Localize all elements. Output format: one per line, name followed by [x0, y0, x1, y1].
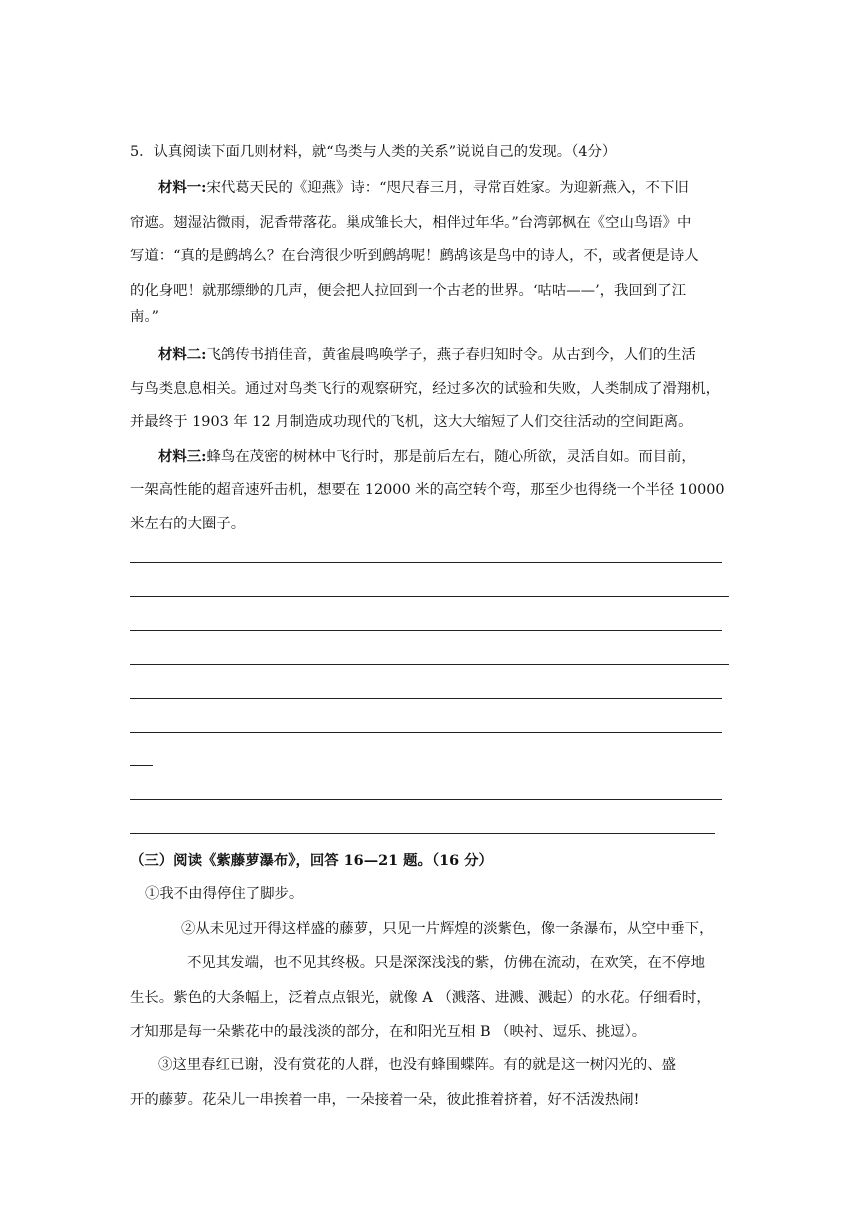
- paragraph-3-line-1: ③这里春红已谢，没有赏花的人群，也没有蜂围蝶阵。有的就是这一树闪光的、盛: [158, 1057, 677, 1073]
- material-1-line-5: 南。”: [130, 309, 159, 325]
- answer-line[interactable]: [130, 799, 722, 800]
- material-1-line-3: 写道：“真的是鹧鸪么？在台湾很少听到鹧鸪呢！鹧鸪该是鸟中的诗人，不，或者便是诗人: [130, 248, 699, 264]
- answer-line[interactable]: [130, 833, 715, 834]
- material-3-text: 蜂鸟在茂密的树林中飞行时，那是前后左右，随心所欲，灵活自如。而目前，: [206, 449, 696, 465]
- material-1-line-1: [158, 178, 689, 198]
- material-2-line-2: 与鸟类息息相关。通过对鸟类飞行的观察研究，经过多次的试验和失败，人类制成了滑翔机，: [130, 381, 721, 397]
- material-3-line-1: [158, 447, 696, 467]
- paragraph-2-line-2: 不见其发端，也不见其终极。只是深深浅浅的紫，仿佛在流动，在欢笑，在不停地: [187, 955, 706, 971]
- material-1-text: 宋代葛天民的《迎燕》诗：“咫尺春三月，寻常百姓家。为迎新燕入，不下旧: [206, 180, 689, 196]
- question-5-prompt: 5．认真阅读下面几则材料，就“鸟类与人类的关系”说说自己的发现。（4分）: [130, 144, 617, 160]
- material-2-line-3: 并最终于 1903 年 12 月制造成功现代的飞机，这大大缩短了人们交往活动的空间距离。: [130, 414, 693, 430]
- material-2-line-1: [158, 345, 696, 365]
- answer-line[interactable]: [130, 562, 722, 563]
- section-3-heading: （三）阅读《紫藤萝瀑布》，回答 16—21 题。（16 分）: [130, 852, 493, 869]
- answer-line[interactable]: [130, 664, 729, 665]
- answer-line-short[interactable]: [130, 765, 153, 766]
- material-1-line-2: 帘遮。翅湿沾微雨，泥香带落花。巢成雏长大，相伴过年华。”台湾郭枫在《空山鸟语》中: [130, 215, 692, 231]
- answer-line[interactable]: [130, 698, 722, 699]
- material-3-label: 材料三:: [158, 448, 207, 465]
- material-2-label: 材料二:: [158, 346, 207, 363]
- paragraph-2-line-4: 才知那是每一朵紫花中的最浅淡的部分，在和阳光互相 B （映衬、逗乐、挑逗）。: [130, 1024, 647, 1040]
- material-1-label: 材料一:: [158, 179, 207, 196]
- material-3-line-3: 米左右的大圈子。: [130, 516, 246, 532]
- paragraph-2-line-1: ②从未见过开得这样盛的藤萝，只见一片辉煌的淡紫色，像一条瀑布，从空中垂下，: [181, 921, 714, 937]
- answer-line[interactable]: [130, 630, 722, 631]
- material-1-line-4: 的化身吧！就那缥缈的几声，便会把人拉回到一个古老的世界。‘咕咕——’，我回到了江: [130, 283, 686, 299]
- paragraph-2-line-3: 生长。紫色的大条幅上，泛着点点银光，就像 A （溅落、进溅、溅起）的水花。仔细看时，: [130, 990, 711, 1006]
- paragraph-1: ①我不由得停住了脚步。: [145, 886, 304, 902]
- answer-line[interactable]: [130, 596, 729, 597]
- answer-line[interactable]: [130, 732, 722, 733]
- material-3-line-2: 一架高性能的超音速歼击机，想要在 12000 米的高空转个弯，那至少也得绕一个半径 10000: [130, 482, 725, 498]
- paragraph-3-line-2: 开的藤萝。花朵儿一串挨着一串，一朵接着一朵，彼此推着挤着，好不活泼热闹!: [130, 1092, 640, 1108]
- material-2-text: 飞鸽传书捎佳音，黄雀晨鸣唤学子，燕子春归知时令。从古到今，人们的生活: [206, 347, 696, 363]
